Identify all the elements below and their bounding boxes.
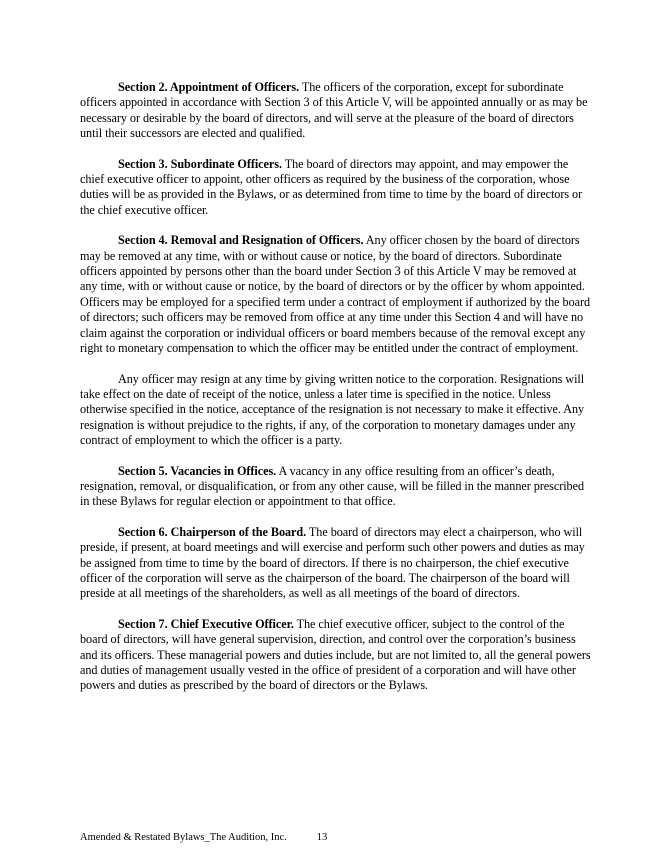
section-6-paragraph <box>80 525 592 602</box>
page-footer <box>80 831 327 844</box>
section-6-heading: Section 6. Chairperson of the Board. <box>118 524 307 539</box>
footer-document-title: Amended & Restated Bylaws_The Audition, Inc. <box>80 832 287 843</box>
document-body <box>80 80 592 709</box>
section-5-heading: Section 5. Vacancies in Offices. <box>118 463 277 478</box>
section-3-paragraph <box>80 157 592 219</box>
section-4-heading: Section 4. Removal and Resignation of Officers. <box>118 233 364 248</box>
section-7-text: The chief executive officer, subject to the control of the board of directors, will have general supervision, direction, and control over the corporation’s business and its officers. These managerial powers and duties include, but are not limited to, all the general powers and duties of management usually vested in the office of president of a corporation and will have other powers and duties as prescribed by the board of directors or the Bylaws. <box>80 616 591 693</box>
section-2-paragraph <box>80 80 592 142</box>
section-2-heading: Section 2. Appointment of Officers. <box>118 80 300 94</box>
section-5-text: A vacancy in any office resulting from an officer’s death, resignation, removal, or disqualification, or from any other cause, will be filled in the manner prescribed in these Bylaws for regular election or appointment to that office. <box>80 463 584 509</box>
page-number: 13 <box>316 832 328 843</box>
section-4-text: Any officer chosen by the board of directors may be removed at any time, with or without cause or notice, by the board of directors. Subordinate officers appointed by persons other than the board under Section 3 of this Article V may be removed at any time, with or without cause or notice, by the board of directors or by the officer by whom appointed. Officers may be employed for a specified term under a contract of employment if authorized by the board of directors; such officers may be removed from office at any time under this Section 4 and will have no claim against the corporation or individual officers or board members because of the removal except any right to monetary compensation to which the officer may be entitled under the contract of employment. <box>80 233 591 356</box>
section-3-heading: Section 3. Subordinate Officers. <box>118 156 282 171</box>
section-7-paragraph <box>80 617 592 694</box>
section-7-heading: Section 7. Chief Executive Officer. <box>118 616 294 631</box>
section-6-text: The board of directors may elect a chairperson, who will preside, if present, at board meetings and will exercise and perform such other powers and duties as may be assigned from time to time by the board of directors. If there is no chairperson, the chief executive officer of the corporation will serve as the chairperson of the board. The chairperson of the board will preside at all meetings of the shareholders, as well as all meetings of the board of directors. <box>80 524 585 601</box>
section-5-paragraph <box>80 464 592 510</box>
section-2-text: The officers of the corporation, except for subordinate officers appointed in accordance with Section 3 of this Article V, will be appointed annually or as may be necessary or desirable by the board of directors, and will serve at the pleasure of the board of directors until their successors are elected and qualified. <box>80 80 588 141</box>
section-4-paragraph <box>80 233 592 356</box>
resignation-paragraph <box>80 372 592 449</box>
section-3-text: The board of directors may appoint, and may empower the chief executive officer to appoint, other officers as required by the business of the corporation, whose duties will be as provided in the Bylaws, or as determined from time to time by the board of directors or the chief executive officer. <box>80 156 583 217</box>
resignation-text: Any officer may resign at any time by giving written notice to the corporation. Resignations will take effect on the date of receipt of the notice, unless a later time is specified in the notice. Unless otherwise specified in the notice, acceptance of the resignation is not necessary to make it effective. Any resignation is without prejudice to the rights, if any, of the corporation to monetary damages under any contract of employment to which the officer is a party. <box>80 371 585 448</box>
